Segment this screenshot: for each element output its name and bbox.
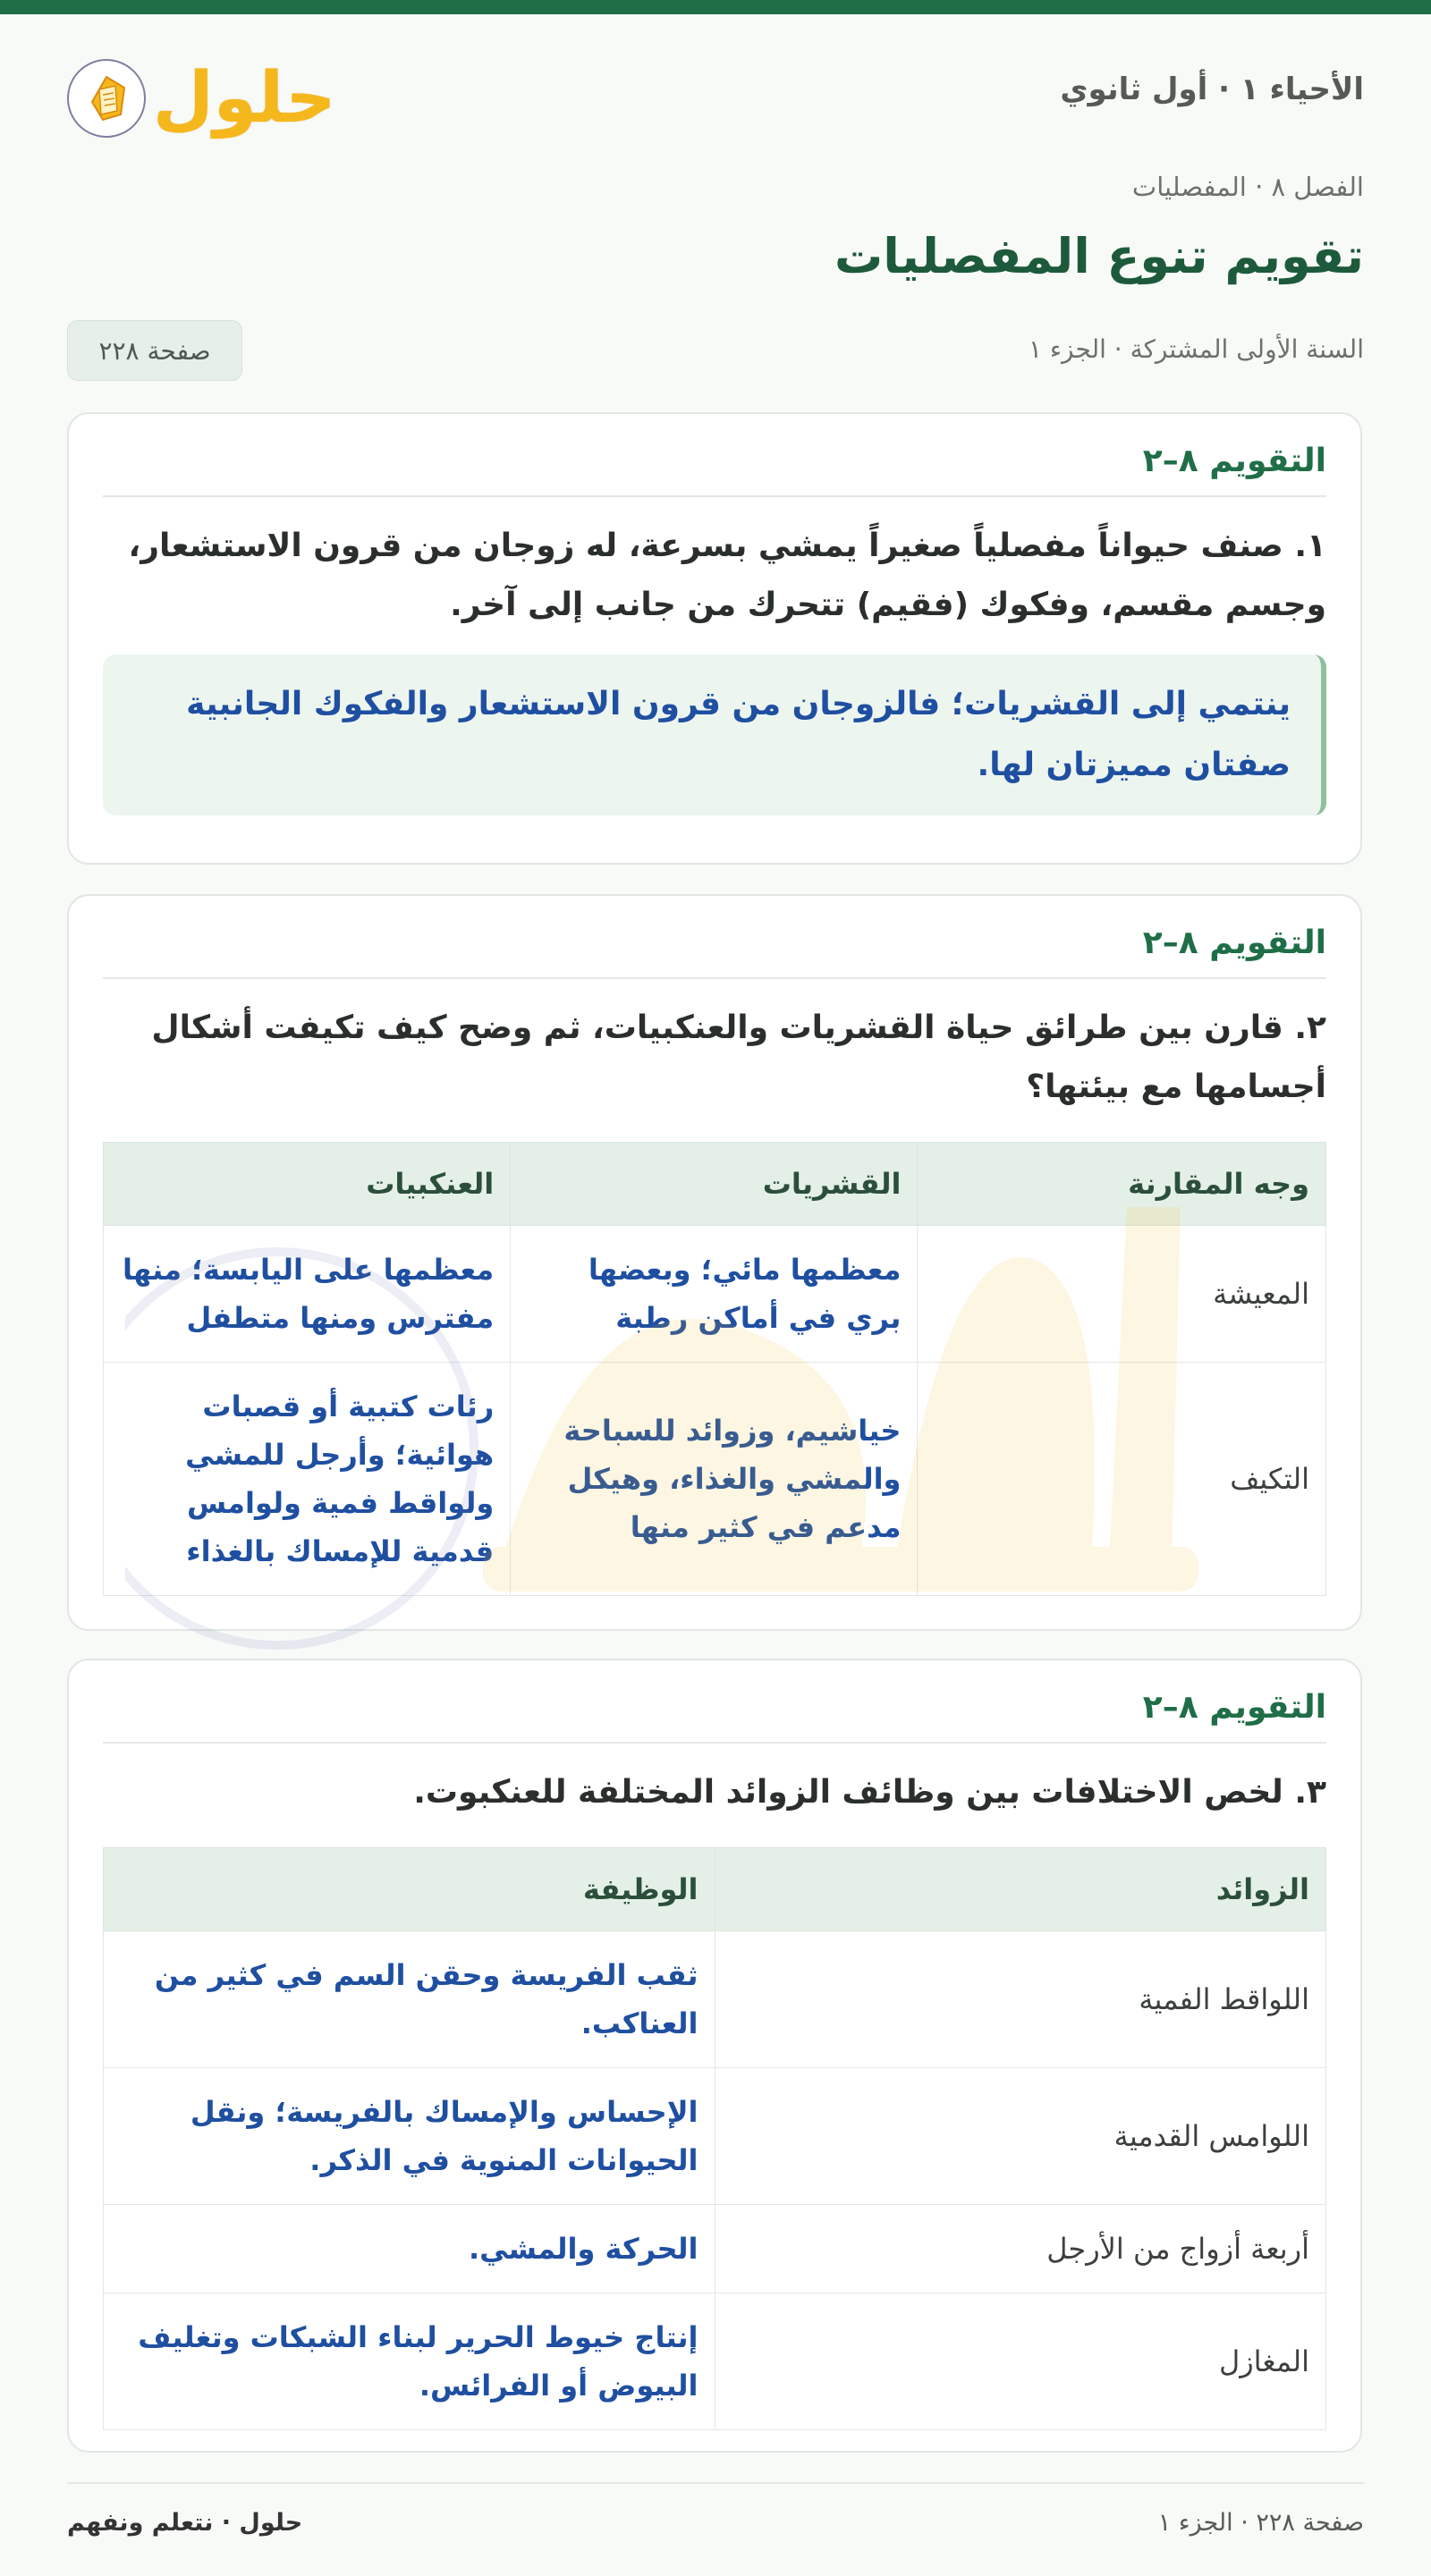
answer-cell: ثقب الفريسة وحقن السم في كثير من العناكب. bbox=[104, 1931, 716, 2068]
footer-divider bbox=[67, 2482, 1364, 2484]
appendages-table bbox=[103, 1847, 1326, 2430]
question-card-2 bbox=[67, 894, 1362, 1631]
top-accent-bar bbox=[0, 0, 1431, 14]
row-label: اللوامس القدمية bbox=[715, 2068, 1326, 2205]
brand-name: حلول bbox=[153, 58, 336, 139]
column-header: الزوائد bbox=[715, 1848, 1326, 1931]
table-row bbox=[104, 1363, 1326, 1596]
table-row bbox=[104, 1226, 1326, 1363]
table-row bbox=[104, 2205, 1326, 2293]
answer-cell: الحركة والمشي. bbox=[104, 2205, 716, 2293]
row-label: المغازل bbox=[715, 2293, 1326, 2430]
footer-page-info: صفحة ٢٢٨ · الجزء ١ bbox=[1157, 2509, 1364, 2537]
question-text: ١. صنف حيواناً مفصلياً صغيراً يمشي بسرعة، له زوجان من قرون الاستشعار، وجسم مقسم، وفكوك (فقيم) تتحرك من جانب إلى آخر. bbox=[128, 528, 1326, 623]
row-label: أربعة أزواج من الأرجل bbox=[715, 2205, 1326, 2293]
answer-cell: معظمها على اليابسة؛ منها مفترس ومنها متطفل bbox=[104, 1226, 511, 1363]
course-meta: السنة الأولى المشتركة · الجزء ١ bbox=[1028, 334, 1364, 364]
page-title: تقويم تنوع المفصليات bbox=[834, 228, 1364, 284]
brand-logo[interactable] bbox=[67, 59, 336, 138]
question-text: ٢. قارن بين طرائق حياة القشريات والعنكبيات، ثم وضح كيف تكيفت أشكال أجسامها مع بيئتها؟ bbox=[151, 1009, 1326, 1105]
answer-cell: خياشيم، وزوائد للسباحة والمشي والغذاء، وهيكل مدعم في كثير منها bbox=[511, 1363, 918, 1596]
subject-title: الأحياء ١ · أول ثانوي bbox=[1060, 72, 1364, 107]
column-header: وجه المقارنة bbox=[918, 1143, 1326, 1226]
row-label: اللواقط الفمية bbox=[715, 1931, 1326, 2068]
table-row bbox=[104, 2293, 1326, 2430]
card-label: التقويم ٨–٢ bbox=[103, 896, 1326, 979]
table-header-row bbox=[104, 1848, 1326, 1931]
table-header-row bbox=[104, 1143, 1326, 1226]
page-number-chip: صفحة ٢٢٨ bbox=[67, 320, 242, 381]
column-header: القشريات bbox=[511, 1143, 918, 1226]
answer-cell: الإحساس والإمساك بالفريسة؛ ونقل الحيوانات المنوية في الذكر. bbox=[104, 2068, 716, 2205]
answer-cell: رئات كتبية أو قصبات هوائية؛ وأرجل للمشي ولواقط فمية ولوامس قدمية للإمساك بالغذاء bbox=[104, 1363, 511, 1596]
card-label: التقويم ٨–٢ bbox=[103, 1660, 1326, 1744]
column-header: الوظيفة bbox=[104, 1848, 716, 1931]
question-card-1 bbox=[67, 412, 1362, 865]
answer-box: ينتمي إلى القشريات؛ فالزوجان من قرون الاستشعار والفكوك الجانبية صفتان مميزتان لها. bbox=[103, 655, 1326, 815]
chapter-label: الفصل ٨ · المفصليات bbox=[1131, 172, 1364, 202]
row-label: المعيشة bbox=[918, 1226, 1326, 1363]
row-label: التكيف bbox=[918, 1363, 1326, 1596]
card-label: التقويم ٨–٢ bbox=[103, 414, 1326, 497]
book-icon bbox=[67, 59, 146, 138]
question-text: ٣. لخص الاختلافات بين وظائف الزوائد المختلفة للعنكبوت. bbox=[413, 1774, 1326, 1811]
column-header: العنكبيات bbox=[104, 1143, 511, 1226]
table-row bbox=[104, 1931, 1326, 2068]
answer-cell: معظمها مائي؛ وبعضها بري في أماكن رطبة bbox=[511, 1226, 918, 1363]
answer-cell: إنتاج خيوط الحرير لبناء الشبكات وتغليف البيوض أو الفرائس. bbox=[104, 2293, 716, 2430]
footer-tagline: حلول · نتعلم ونفهم bbox=[67, 2509, 303, 2537]
page-header bbox=[67, 46, 1364, 145]
question-card-3 bbox=[67, 1659, 1362, 2453]
comparison-table bbox=[103, 1142, 1326, 1596]
table-row bbox=[104, 2068, 1326, 2205]
